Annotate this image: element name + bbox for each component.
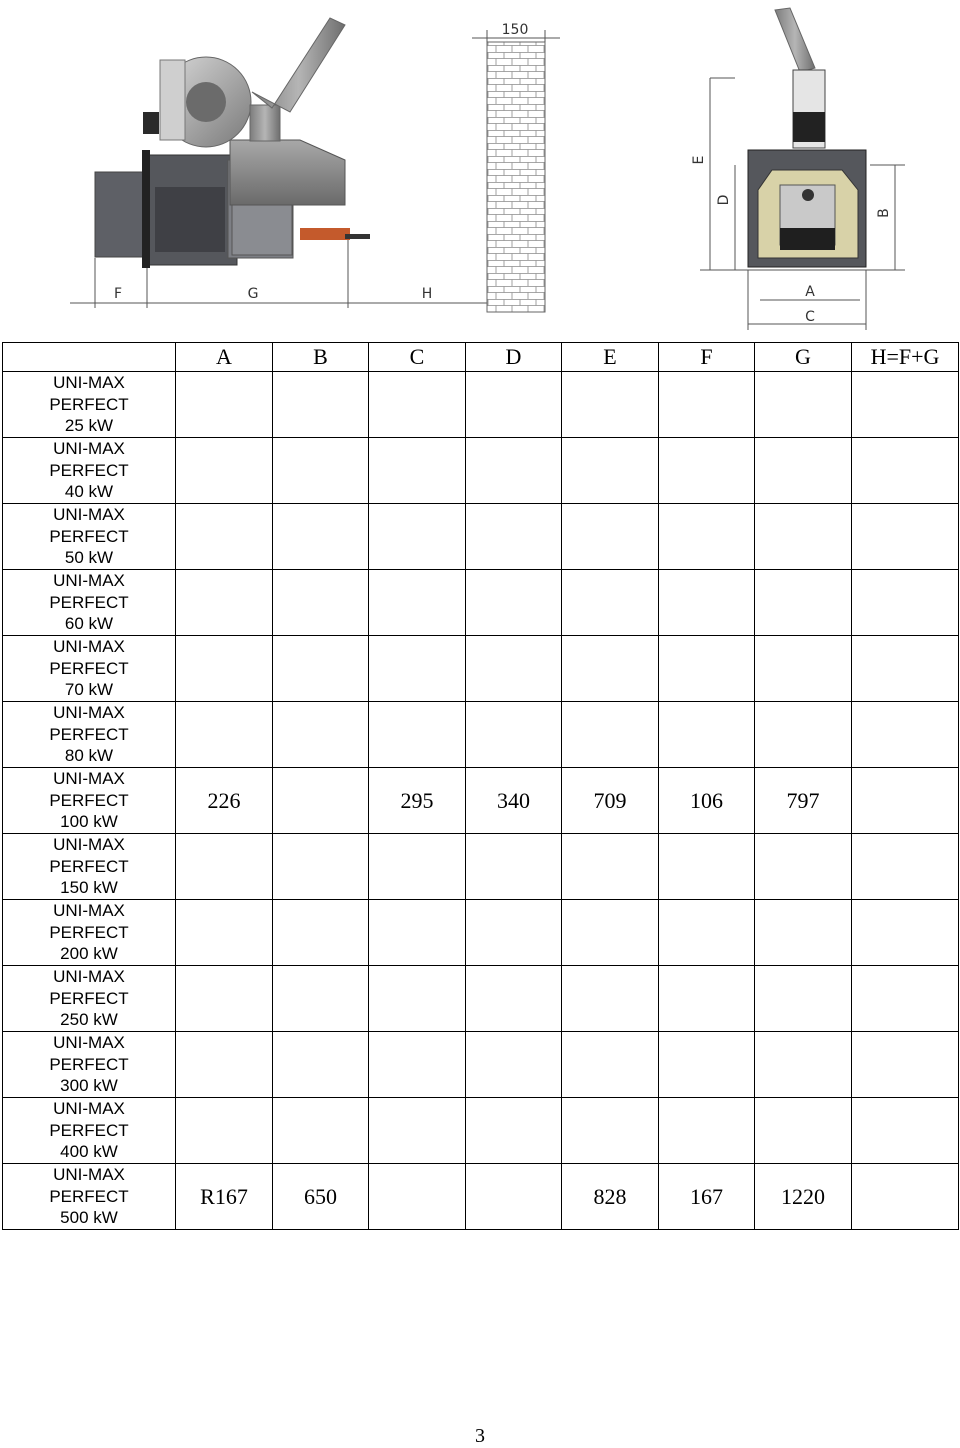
dimension-cell [273,372,369,438]
model-name-cell [3,900,176,966]
dimension-cell [755,438,852,504]
model-name-line: 40 kW [64,482,114,502]
dimension-cell [755,702,852,768]
dimension-cell [466,636,562,702]
dimension-cell [176,438,273,504]
model-name-line: UNI-MAX [53,901,125,921]
model-name-line: 25 kW [64,416,114,436]
dimension-cell [562,900,659,966]
dimension-cell [369,438,466,504]
dimension-cell: 167 [659,1164,755,1230]
dimension-cell [466,372,562,438]
model-name-line: 300 kW [60,1076,118,1096]
dimension-cell [659,570,755,636]
dimension-cell: 650 [273,1164,369,1230]
dimension-cell: 828 [562,1164,659,1230]
table-row [3,1032,959,1098]
dimension-cell [852,372,959,438]
dimension-cell [466,966,562,1032]
side-view [70,18,487,308]
model-name-line: PERFECT [49,856,129,876]
header-corner [3,343,176,372]
dimension-cell [562,372,659,438]
dimension-cell [466,900,562,966]
dimension-cell [369,570,466,636]
dimension-cell [852,702,959,768]
dimension-cell [466,702,562,768]
table-row [3,636,959,702]
dimension-cell [562,636,659,702]
dimension-cell [466,1098,562,1164]
column-header: D [466,343,562,372]
dimension-cell [755,1098,852,1164]
dimension-cell [273,1032,369,1098]
dimension-cell [273,900,369,966]
column-header: G [755,343,852,372]
model-name-line: 500 kW [60,1208,118,1228]
model-name-line: PERFECT [49,394,129,414]
technical-drawing [0,0,960,335]
dimension-cell [176,1098,273,1164]
dimension-cell [562,834,659,900]
dimension-cell [369,636,466,702]
dimension-cell [852,1032,959,1098]
dimension-cell [176,966,273,1032]
model-name-line: PERFECT [49,1120,129,1140]
model-name-cell [3,636,176,702]
model-name-line: 400 kW [60,1142,118,1162]
column-header: E [562,343,659,372]
dimension-cell [755,504,852,570]
dimension-cell [852,900,959,966]
model-name-line: UNI-MAX [53,967,125,987]
dimension-cell [466,438,562,504]
dim-label-d: D [716,194,732,206]
dimension-cell [466,504,562,570]
model-name-cell [3,966,176,1032]
dimension-cell [176,1032,273,1098]
dim-label-a: A [805,284,815,300]
model-name-line: 80 kW [64,746,114,766]
dimension-cell: 1220 [755,1164,852,1230]
dimension-cell [273,702,369,768]
model-name-line: 50 kW [64,548,114,568]
dim-label-f: F [113,286,123,302]
dimension-cell [562,1032,659,1098]
dimension-cell [369,372,466,438]
dimension-cell [273,504,369,570]
model-name-cell [3,372,176,438]
dimension-cell [369,1098,466,1164]
dimension-cell [273,1098,369,1164]
dimension-cell: 797 [755,768,852,834]
dimension-cell [852,834,959,900]
table-body [3,372,959,1230]
dimension-cell [273,570,369,636]
dimension-cell: R167 [176,1164,273,1230]
dimension-cell [466,834,562,900]
dimension-cell [852,768,959,834]
model-name-line: 100 kW [60,812,118,832]
model-name-line: UNI-MAX [53,505,125,525]
model-name-line: 150 kW [60,878,118,898]
model-name-line: UNI-MAX [53,1099,125,1119]
dimension-cell [852,1098,959,1164]
model-name-cell [3,1032,176,1098]
dimension-cell [369,1164,466,1230]
model-name-line: UNI-MAX [53,769,125,789]
dimension-cell [369,1032,466,1098]
column-header: F [659,343,755,372]
dimension-cell [176,570,273,636]
column-header: A [176,343,273,372]
dimension-cell [176,504,273,570]
dimension-cell [755,570,852,636]
model-name-line: 60 kW [64,614,114,634]
dim-label-c: C [805,309,815,325]
table-row [3,768,959,834]
dimension-cell [659,834,755,900]
dimension-cell [755,636,852,702]
dimension-cell [852,636,959,702]
model-name-line: UNI-MAX [53,1165,125,1185]
dim-label-h: H [421,286,433,302]
dimension-cell [273,834,369,900]
dimension-cell [273,438,369,504]
table-row [3,504,959,570]
model-name-line: PERFECT [49,592,129,612]
dim-label-b: B [876,208,892,218]
dimension-cell [755,900,852,966]
model-name-line: PERFECT [49,790,129,810]
model-name-cell [3,1098,176,1164]
dimension-cell [852,570,959,636]
model-name-line: 200 kW [60,944,118,964]
dimension-cell [176,834,273,900]
dimension-cell [176,372,273,438]
dimension-cell [176,900,273,966]
dimension-cell [852,438,959,504]
wall-width-label: 150 [501,22,529,38]
dimension-cell [659,372,755,438]
dim-label-g: G [247,286,259,302]
dimension-cell [659,900,755,966]
dimension-cell [562,1098,659,1164]
dimension-cell [755,966,852,1032]
table-row [3,834,959,900]
dimension-cell [659,636,755,702]
model-name-line: PERFECT [49,988,129,1008]
column-header: C [369,343,466,372]
dimension-cell [369,834,466,900]
model-name-cell [3,504,176,570]
page-number: 3 [475,1425,485,1447]
dimension-cell [562,504,659,570]
dimension-cell [659,438,755,504]
front-view [691,8,905,330]
table-row [3,702,959,768]
dimension-cell [466,1164,562,1230]
dimension-cell: 226 [176,768,273,834]
model-name-line: UNI-MAX [53,835,125,855]
table-row [3,1164,959,1230]
column-header: B [273,343,369,372]
dimension-cell [369,702,466,768]
model-name-line: UNI-MAX [53,571,125,591]
model-name-line: PERFECT [49,460,129,480]
model-name-cell [3,702,176,768]
dimension-cell [369,966,466,1032]
dimension-cell [562,702,659,768]
model-name-line: 70 kW [64,680,114,700]
model-name-line: PERFECT [49,1186,129,1206]
table-row [3,372,959,438]
model-name-line: 250 kW [60,1010,118,1030]
table-row [3,570,959,636]
dimension-cell [369,504,466,570]
model-name-cell [3,1164,176,1230]
table-row [3,966,959,1032]
model-name-line: UNI-MAX [53,373,125,393]
model-name-cell [3,570,176,636]
column-header: H=F+G [852,343,959,372]
model-name-line: PERFECT [49,658,129,678]
dimension-cell: 106 [659,768,755,834]
dimension-cell: 295 [369,768,466,834]
model-name-line: PERFECT [49,922,129,942]
model-name-cell [3,438,176,504]
dimension-cell [755,372,852,438]
dimension-cell [466,570,562,636]
model-name-cell [3,834,176,900]
header-row [3,343,959,372]
dimension-cell [755,1032,852,1098]
model-name-line: UNI-MAX [53,637,125,657]
model-name-line: UNI-MAX [53,703,125,723]
model-name-cell [3,768,176,834]
table-row [3,900,959,966]
dimension-cell [852,504,959,570]
model-name-line: PERFECT [49,724,129,744]
dimension-cell: 709 [562,768,659,834]
table-row [3,1098,959,1164]
dimension-cell [755,834,852,900]
dimension-cell [852,966,959,1032]
model-name-line: PERFECT [49,526,129,546]
dimension-cell [273,966,369,1032]
dimension-cell [852,1164,959,1230]
wall-section [472,22,560,312]
dimension-cell [466,1032,562,1098]
dimension-cell [176,636,273,702]
dimension-cell [659,702,755,768]
dimensions-table [2,342,959,1230]
model-name-line: UNI-MAX [53,439,125,459]
dimension-cell: 340 [466,768,562,834]
model-name-line: UNI-MAX [53,1033,125,1053]
dimension-cell [369,900,466,966]
dimension-cell [659,966,755,1032]
dimension-cell [562,966,659,1032]
dimension-cell [659,504,755,570]
dim-label-e: E [691,155,707,165]
model-name-line: PERFECT [49,1054,129,1074]
dimension-cell [659,1032,755,1098]
dimension-cell [562,438,659,504]
dimension-cell [176,702,273,768]
table-row [3,438,959,504]
dimension-cell [562,570,659,636]
dimension-cell [273,636,369,702]
dimension-cell [273,768,369,834]
dimension-cell [659,1098,755,1164]
